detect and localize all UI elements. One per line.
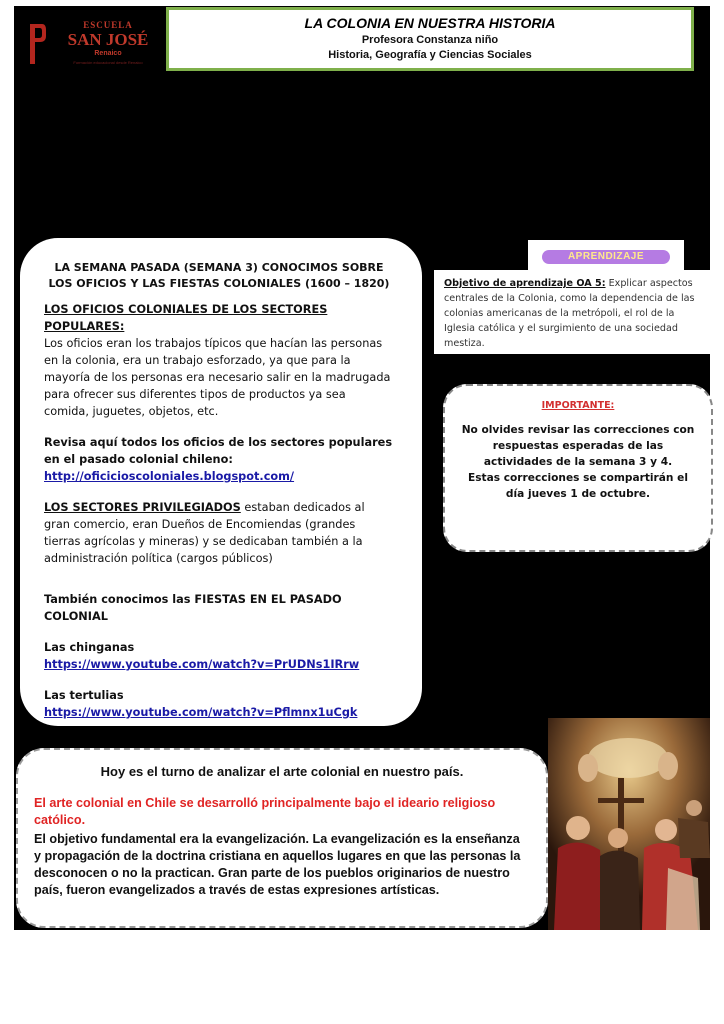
important-line-2: Estas correcciones se compartirán el día jueves 1 de octubre. <box>468 472 688 500</box>
important-notice <box>443 384 713 552</box>
logo-school-name: SAN JOSÉ <box>67 30 149 49</box>
oficios-text: Los oficios eran los trabajos típicos que hacían las personas en la colonia, era un trabajo esforzado, ya que para la mayoría de los personas era necesario salir en la madrugada para ofrecer sus diferentes tipos de productos ya sea comida, juguetes, objetos, etc. <box>44 337 391 418</box>
colonial-art-title: Hoy es el turno de analizar el arte colonial en nuestro país. <box>100 764 464 779</box>
important-title: IMPORTANTE: <box>541 400 615 411</box>
fiestas-text: También conocimos las FIESTAS EN EL PASADO COLONIAL <box>44 593 342 623</box>
colonial-art-red-text: El arte colonial en Chile se desarrolló principalmente bajo el ideario religioso católico. <box>34 796 496 827</box>
colonial-art-text: El objetivo fundamental era la evangelización. La evangelización es la enseñanza y propagación de la doctrina cristiana en aquellos lugares en que las personas la desconocen o no la practican. Gran parte de los pueblos originarios de nuestro país, fueron evangelizados a través de estas expresiones artísticas. <box>34 832 521 897</box>
colonial-art-box <box>16 748 548 928</box>
revisa-text: Revisa aquí todos los oficios de los sectores populares en el pasado colonial chileno: <box>44 436 393 466</box>
important-line-1: No olvides revisar las correcciones con respuestas esperadas de las actividades de la semana 3 y 4. <box>461 424 695 468</box>
teacher-name: Profesora Constanza niño <box>361 34 499 46</box>
learning-objective <box>434 270 710 354</box>
chinganas-link[interactable]: https://www.youtube.com/watch?v=PrUDNs1IRrw <box>44 658 360 671</box>
tertulias-link[interactable]: https://www.youtube.com/watch?v=Pflmnx1uCgk <box>44 706 358 719</box>
privilegiados-text: estaban dedicados al gran comercio, eran Dueños de Encomiendas (grandes tierras agrícolas y mineras) y se dedicaban también a la administración política (cargos públicos) <box>44 501 365 565</box>
colonial-painting-image <box>548 718 710 930</box>
last-week-title: LA SEMANA PASADA (SEMANA 3) CONOCIMOS SOBRE LOS OFICIOS Y LAS FIESTAS COLONIALES (1600 – 1820) <box>48 261 390 290</box>
header-box <box>166 7 694 71</box>
school-emblem-icon <box>26 20 48 66</box>
tertulias-label: Las tertulias <box>44 689 124 702</box>
aprendizaje-label: APRENDIZAJE <box>542 250 670 264</box>
chinganas-label: Las chinganas <box>44 641 135 654</box>
objective-label: Objetivo de aprendizaje OA 5: <box>444 278 606 289</box>
subject-name: Historia, Geografía y Ciencias Sociales <box>328 49 532 61</box>
aprendizaje-badge <box>528 240 684 270</box>
oficios-heading: LOS OFICIOS COLONIALES DE LOS SECTORES POPULARES: <box>44 303 328 333</box>
school-logo <box>18 12 164 74</box>
logo-escuela-text: ESCUELA <box>83 20 133 30</box>
document-title: LA COLONIA EN NUESTRA HISTORIA <box>304 15 556 31</box>
objective-text: Explicar aspectos centrales de la Colonia, como la dependencia de las colonias americanas de la metrópoli, el rol de la Iglesia católica y el surgimiento de una sociedad mestiza. <box>444 278 695 349</box>
privilegiados-heading: LOS SECTORES PRIVILEGIADOS <box>44 501 241 514</box>
oficios-link[interactable]: http://oficicioscoloniales.blogspot.com/ <box>44 470 295 483</box>
logo-tagline: Formación educacional desde Renaico <box>73 60 143 65</box>
logo-sub-text: Renaico <box>94 50 122 57</box>
last-week-card <box>20 238 422 726</box>
